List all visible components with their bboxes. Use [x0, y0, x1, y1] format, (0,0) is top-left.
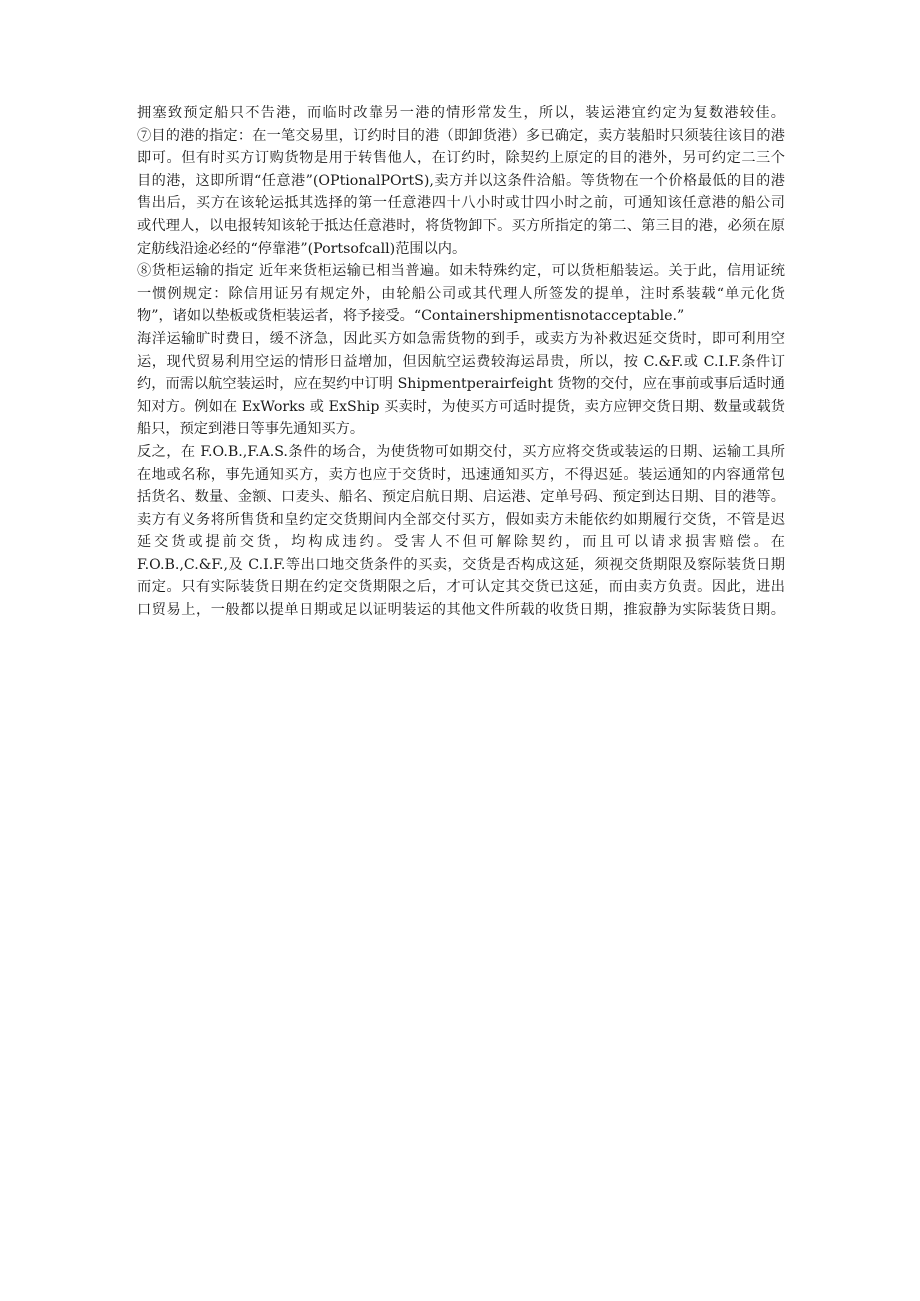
text-line: 反之，在 F.O.B.,F.A.S.条件的场合，为使货物可如期交付，买方应将交货或装运的日期、运输工具所 — [137, 443, 785, 460]
text-line: F.O.B.,C.&F.,及 C.I.F.等出口地交货条件的买卖，交货是否构成这延，须视交货期限及察际装货日期 — [137, 556, 785, 573]
text-line: 海洋运输旷时费日，缓不济急，因此买方如急需货物的到手，或卖方为补救迟延交货时，即可利用空 — [137, 330, 785, 347]
text-line: 在地或名称，事先通知买方，卖方也应于交货时，迅速通知买方，不得迟延。装运通知的内容通常包 — [137, 466, 785, 483]
text-line: 约，而需以航空装运时，应在契约中订明 Shipmentperairfeight 货物的交付，应在事前或事后适时通 — [137, 376, 785, 393]
text-line: ⑧货柜运输的指定 近年来货柜运输已相当普遍。如未特殊约定，可以货柜船装运。关于此，信用证统 — [137, 263, 785, 280]
text-line: 口贸易上，一般都以提单日期或足以证明装运的其他文件所载的收货日期，推寂静为实际装货日期。 — [137, 602, 785, 619]
text-line: 拥塞致预定船只不告港，而临时改靠另一港的情形常发生，所以，装运港宜约定为复数港较佳。 — [137, 105, 785, 121]
text-line: 括货名、数量、金额、口麦头、船名、预定启航日期、启运港、定单号码、预定到达日期、目的港等。 — [137, 489, 785, 506]
text-line: 卖方有义务将所售货和皇约定交货期间内全部交付买方，假如卖方未能依约如期履行交货，不管是迟 — [137, 511, 785, 528]
text-line: 目的港，这即所谓“任意港”(OPtionalPOrtS),卖方并以这条件洽船。等货物在一个价格最低的目的港 — [137, 172, 785, 189]
text-line: 售出后，买方在该轮运抵其选择的第一任意港四十八小时或廿四小时之前，可通知该任意港的船公司 — [137, 195, 785, 212]
text-line: 而定。只有实际装货日期在约定交货期限之后，才可认定其交货已这延，而由卖方负责。因此，进出 — [137, 579, 785, 596]
text-line: 物”，诸如以垫板或货柜装运者，将予接受。“Containershipmentisnotacceptable.” — [137, 308, 685, 325]
text-line: ⑦目的港的指定：在一笔交易里，订约时目的港（即卸货港）多已确定，卖方装船时只须装往该目的港 — [137, 127, 785, 144]
text-line: 船只，预定到港日等事先通知买方。 — [137, 421, 365, 438]
text-line: 定舫线沿途必经的“停靠港”(Portsofcall)范围以内。 — [137, 240, 467, 257]
document-body — [137, 102, 785, 622]
text-line: 或代理人，以电报转知该轮于抵达任意港时，将货物卸下。买方所指定的第二、第三目的港，必须在原 — [137, 217, 785, 234]
text-line: 延交货或提前交货，均构成违约。受害人不但可解除契约，而且可以请求损害赔偿。在 — [137, 534, 785, 551]
text-line: 运，现代贸易利用空运的情形日益增加，但因航空运费较海运昂贵，所以，按 C.&F.或 C.I.F.条件订 — [137, 353, 785, 370]
text-line: 一惯例规定：除信用证另有规定外，由轮船公司或其代理人所签发的提单，注时系装载“单元化货 — [137, 285, 785, 302]
text-line: 知对方。例如在 ExWorks 或 ExShip 买卖时，为使买方可适时提货，卖方应钾交货日期、数量或载货 — [137, 398, 785, 415]
text-line: 即可。但有时买方订购货物是用于转售他人，在订约时，除契约上原定的目的港外，另可约定二三个 — [137, 150, 785, 167]
